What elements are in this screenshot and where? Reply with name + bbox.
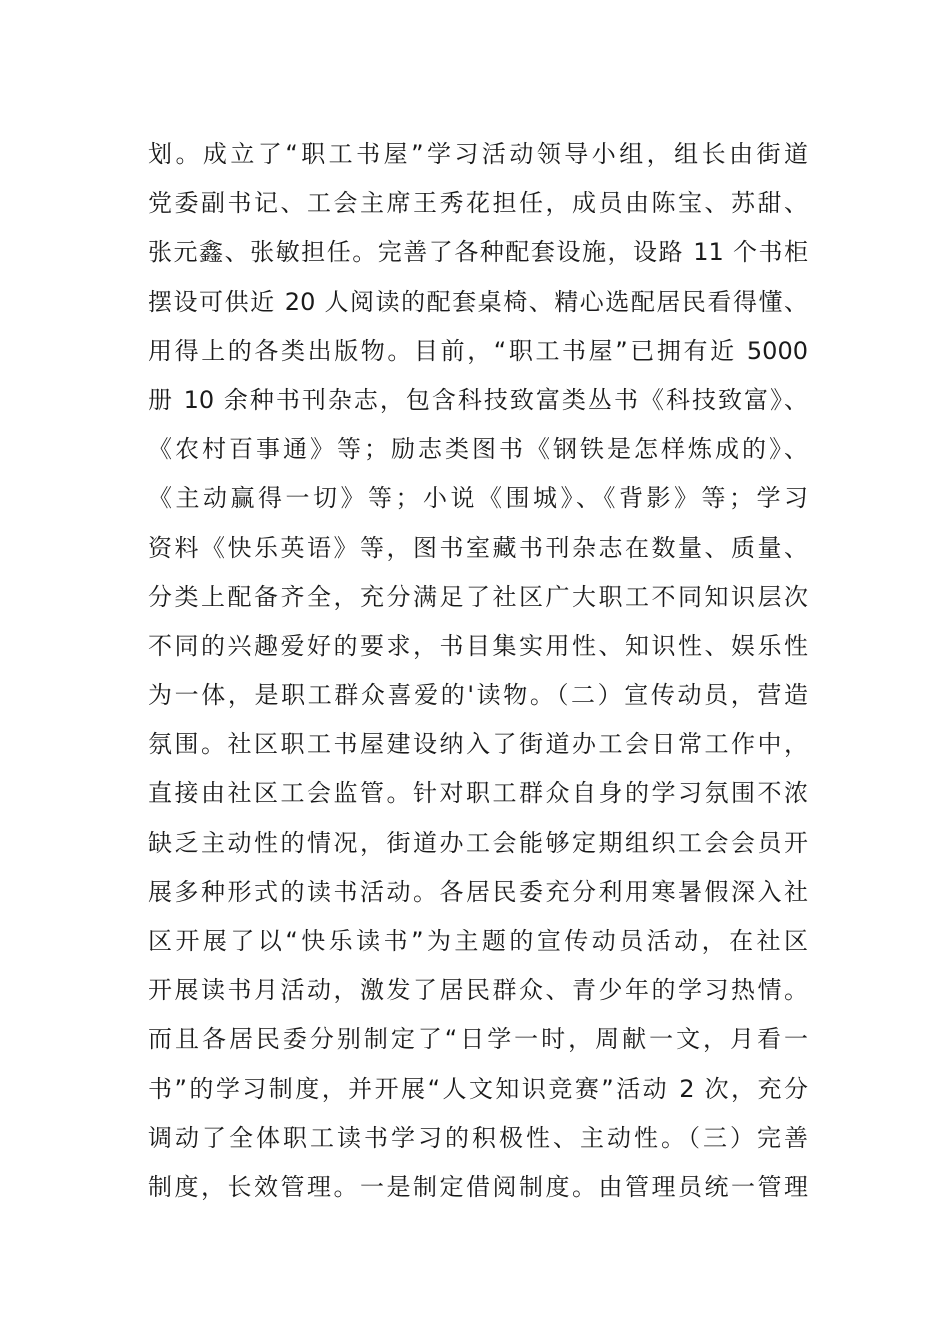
text-line: 书”的学习制度，并开展“人文知识竞赛”活动 2 次，充分 [148,1074,808,1103]
text-line: 氛围。社区职工书屋建设纳入了街道办工会日常工作中， [148,730,808,759]
text-line: 用得上的各类出版物。目前，“职工书屋”已拥有近 5000 [148,336,808,365]
text-line: 党委副书记、工会主席王秀花担任，成员由陈宝、苏甜、 [148,189,808,218]
text-line: 张元鑫、张敏担任。完善了各种配套设施，设路 11 个书柜 [148,238,808,267]
text-line: 资料《快乐英语》等，图书室藏书刊杂志在数量、质量、 [148,533,808,562]
text-line: 不同的兴趣爱好的要求，书目集实用性、知识性、娱乐性 [148,631,808,660]
text-line: 缺乏主动性的情况，街道办工会能够定期组织工会会员开 [148,828,808,857]
text-line: 划。成立了“职工书屋”学习活动领导小组，组长由街道 [148,140,808,168]
text-line: 册 10 余种书刊杂志，包含科技致富类丛书《科技致富》、 [148,385,808,414]
text-line: 《主动赢得一切》等；小说《围城》、《背影》等；学习 [148,484,808,513]
text-line: 制度，长效管理。一是制定借阅制度。由管理员统一管理 [148,1172,808,1201]
text-line: 分类上配备齐全，充分满足了社区广大职工不同知识层次 [148,582,808,611]
text-line: 调动了全体职工读书学习的积极性、主动性。（三）完善 [148,1123,808,1152]
text-line: 直接由社区工会监管。针对职工群众自身的学习氛围不浓 [148,779,808,808]
text-line: 开展读书月活动，激发了居民群众、青少年的学习热情。 [148,976,808,1005]
text-line: 《农村百事通》等；励志类图书《钢铁是怎样炼成的》、 [148,435,808,464]
text-line: 展多种形式的读书活动。各居民委充分利用寒暑假深入社 [148,877,808,906]
text-line: 摆设可供近 20 人阅读的配套桌椅、精心选配居民看得懂、 [148,287,808,316]
text-line: 而且各居民委分别制定了“日学一时，周献一文，月看一 [148,1025,808,1054]
text-line: 为一体，是职工群众喜爱的'读物。（二）宣传动员，营造 [148,681,808,710]
body-paragraph [148,130,808,1212]
text-line: 区开展了以“快乐读书”为主题的宣传动员活动，在社区 [148,927,808,955]
